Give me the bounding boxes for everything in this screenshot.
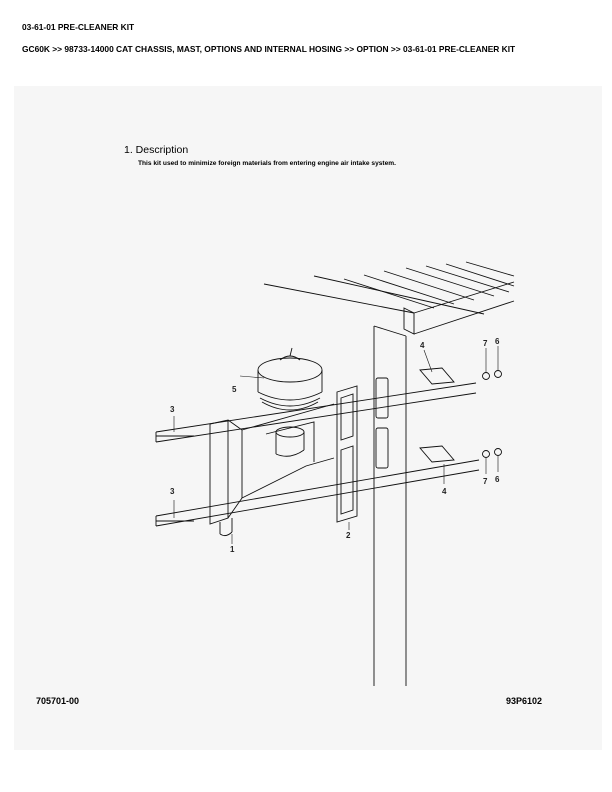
washer-nut-upper bbox=[483, 371, 502, 380]
pre-cleaner-exploded-diagram bbox=[14, 86, 602, 750]
vertical-post bbox=[374, 326, 406, 686]
callout-2: 2 bbox=[346, 531, 351, 540]
callout-7-upper: 7 bbox=[483, 339, 488, 348]
plate-lower bbox=[420, 446, 454, 462]
scanned-diagram-sheet bbox=[14, 86, 602, 750]
callout-3-upper: 3 bbox=[170, 405, 175, 414]
callout-6-lower: 6 bbox=[495, 475, 500, 484]
callout-3-lower: 3 bbox=[170, 487, 175, 496]
description-text: This kit used to minimize foreign materials from entering engine air intake system. bbox=[138, 160, 396, 167]
callout-6-upper: 6 bbox=[495, 337, 500, 346]
description-heading: 1. Description bbox=[124, 144, 189, 156]
callout-5: 5 bbox=[232, 385, 237, 394]
gasket bbox=[337, 386, 357, 522]
drawing-code-right: 93P6102 bbox=[506, 696, 543, 706]
breadcrumb: GC60K >> 98733-14000 CAT CHASSIS, MAST, OPTIONS AND INTERNAL HOSING >> OPTION >> 03-61-01 PRE-CLEANER KIT bbox=[22, 44, 516, 54]
drawing-code-left: 705701-00 bbox=[36, 696, 80, 706]
callout-4-upper: 4 bbox=[420, 341, 425, 350]
pre-cleaner-cap bbox=[258, 348, 322, 410]
washer-nut-lower bbox=[483, 449, 502, 458]
callout-1: 1 bbox=[230, 545, 235, 554]
long-bolt-upper bbox=[156, 383, 476, 442]
vehicle-deck bbox=[264, 262, 514, 334]
plate-upper bbox=[420, 368, 454, 384]
page-title: 03-61-01 PRE-CLEANER KIT bbox=[22, 22, 135, 32]
callout-labels bbox=[170, 337, 500, 554]
bracket bbox=[210, 404, 334, 536]
callout-4-lower: 4 bbox=[442, 487, 447, 496]
callout-7-lower: 7 bbox=[483, 477, 488, 486]
long-bolt-lower bbox=[156, 460, 479, 526]
